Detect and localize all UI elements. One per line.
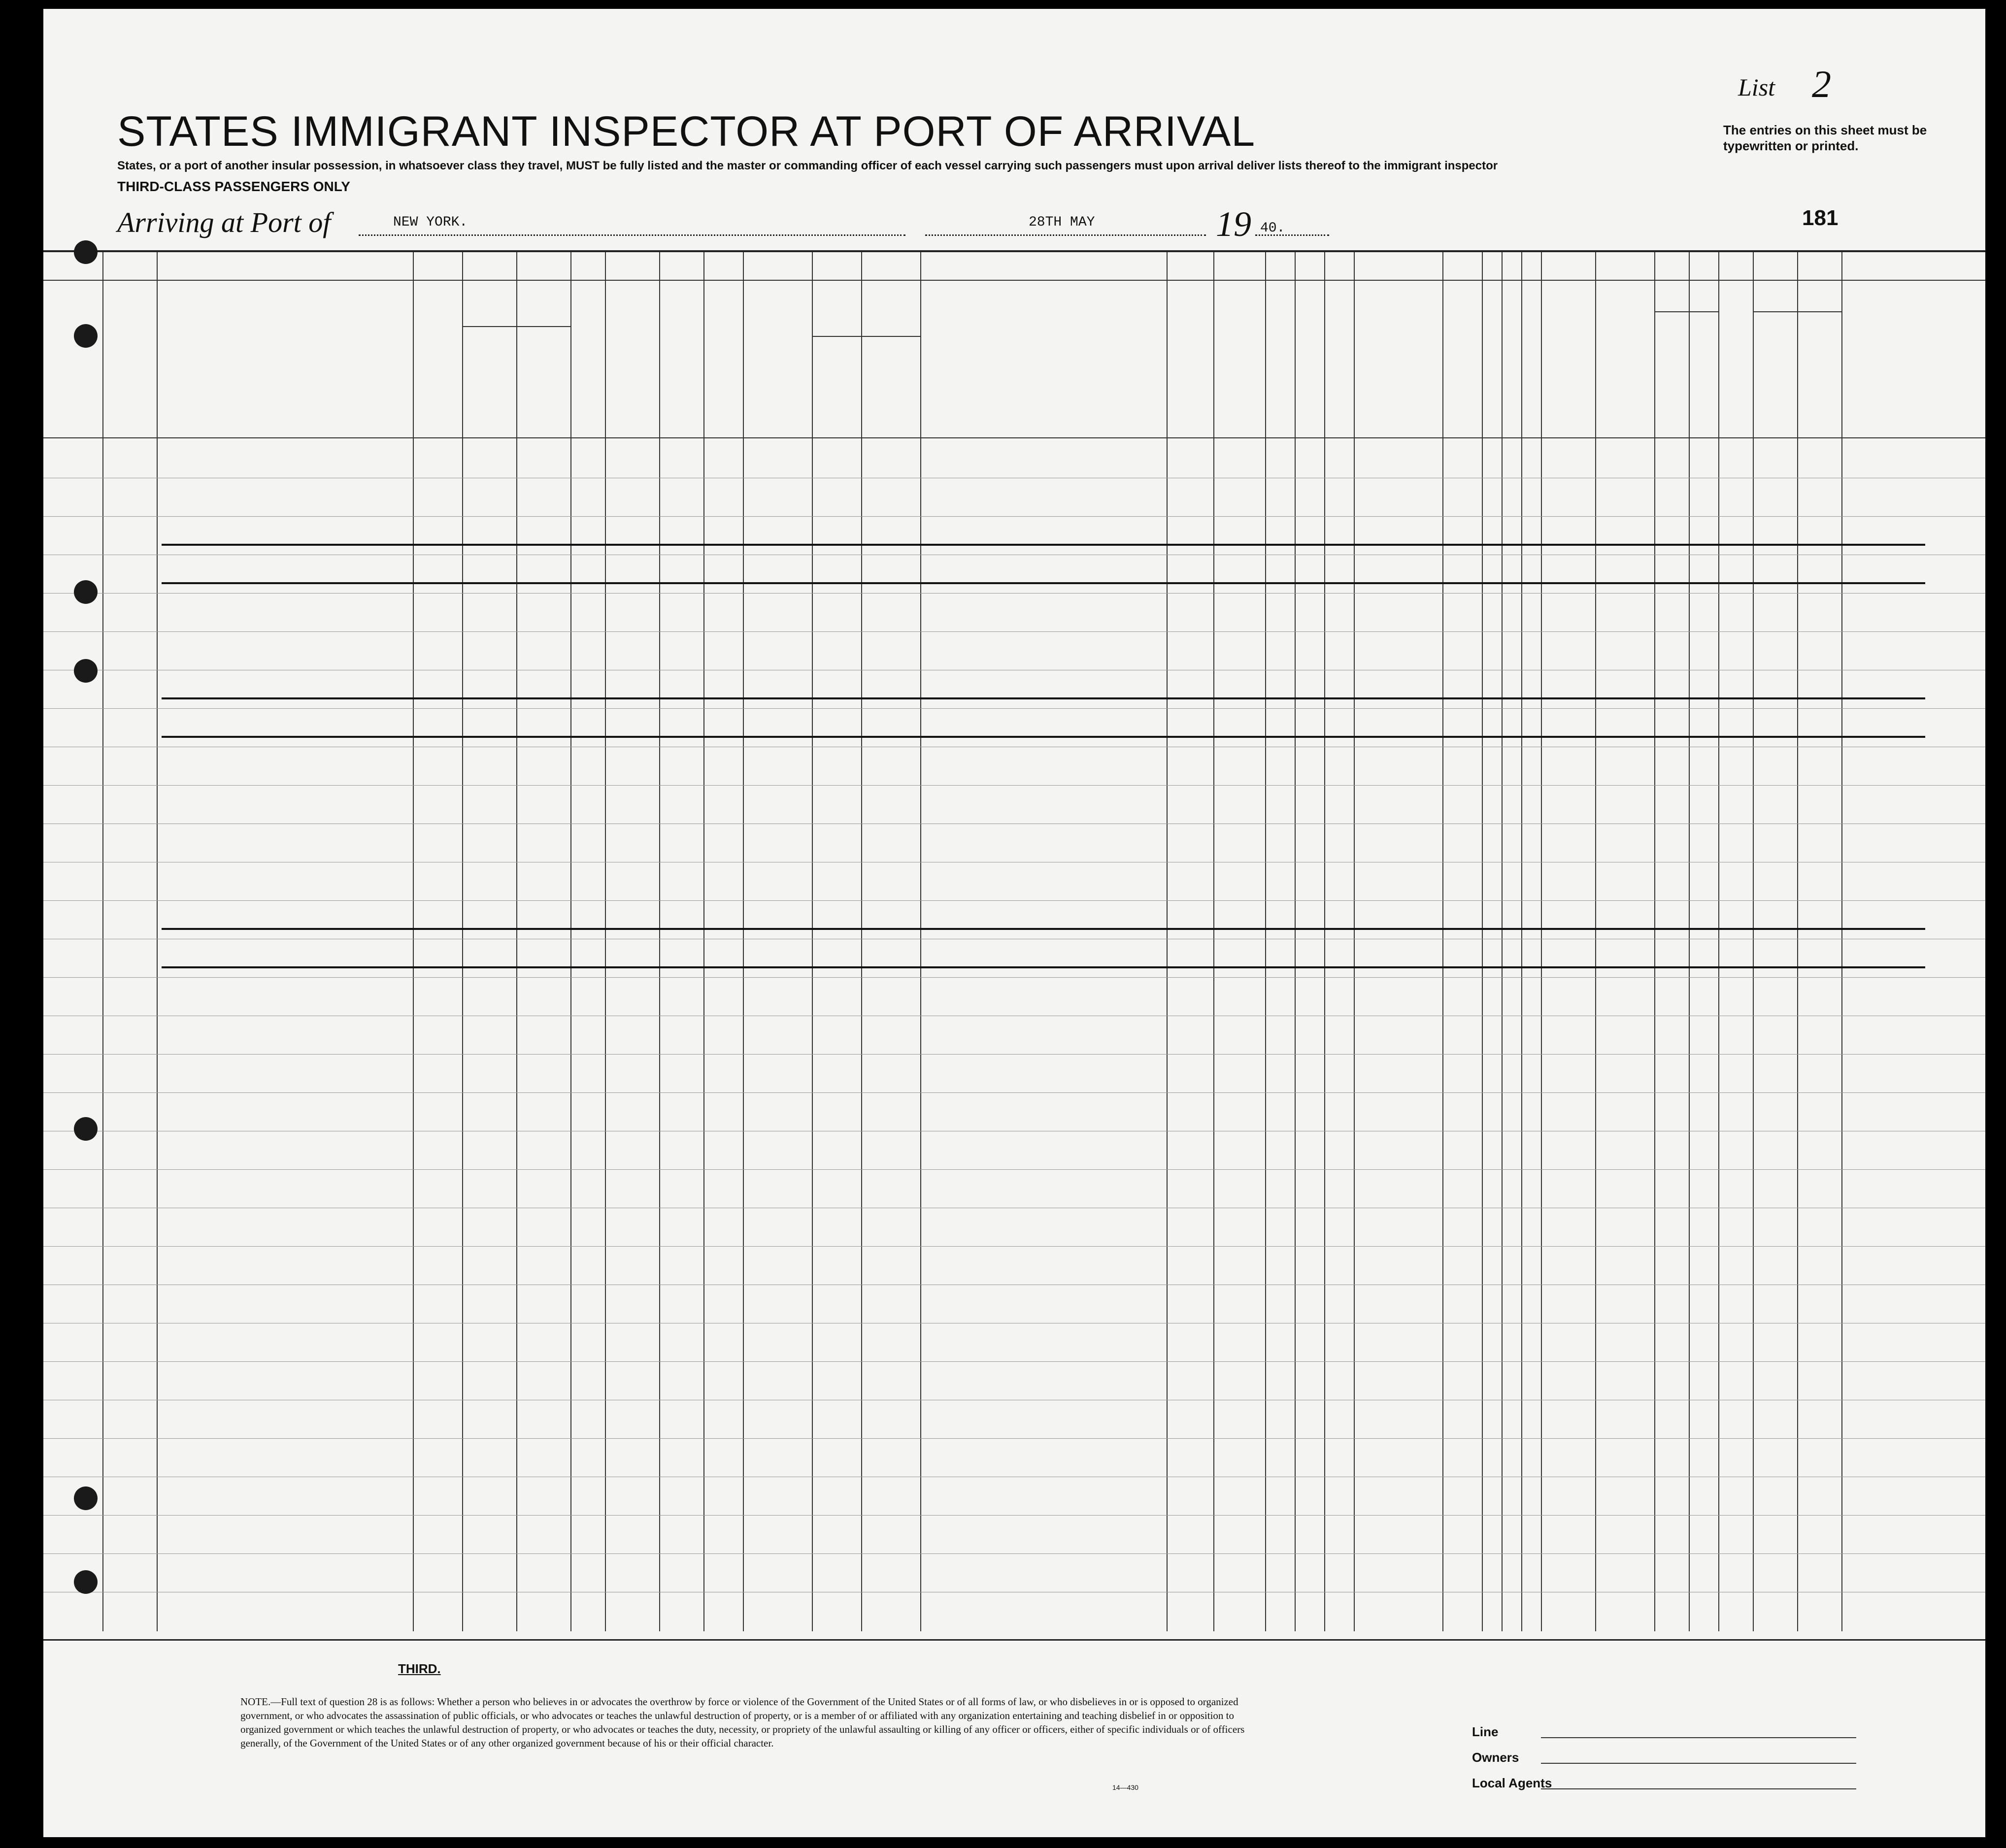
manifest-footer: [43, 1639, 1985, 1837]
binder-hole: [74, 1486, 98, 1510]
row-rule: [43, 1054, 1985, 1055]
column-rule: [102, 252, 103, 1631]
column-rule: [1689, 252, 1690, 1631]
date-field: 28TH MAY: [1029, 215, 1095, 230]
column-rule: [1442, 252, 1443, 1631]
arriving-label: Arriving at Port of: [117, 206, 331, 238]
row-rule: [43, 631, 1985, 632]
header-rule: [1654, 311, 1718, 312]
binder-hole: [74, 1570, 98, 1594]
header-rule: [43, 280, 1985, 281]
row-rule: [43, 1553, 1985, 1554]
column-rule: [659, 252, 660, 1631]
column-rule: [1295, 252, 1296, 1631]
note-question-28: NOTE.—Full text of question 28 is as follows: Whether a person who believes in or advocates the overthrow by force or violence of the Government of the United States or of all forms of law, or who disbelieves in or is opposed to organized government, or who advocates the assassination of public officials, or who advocates or teaches the unlawful destruction of property, or is a member of or affiliated with any organization entertaining and teaching disbelief in or opposition to organized government or which teaches the unlawful destruction of property, or who advocates or teaches the duty, necessity, or propriety of the unlawful assaulting or killing of any officer or officers, either of specific individuals or of officers generally, of the Government of the United States or of any other organized government because of his or their official character.: [240, 1696, 1245, 1749]
header-rule: [1753, 311, 1841, 312]
column-rule: [1354, 252, 1355, 1631]
header-rule: [43, 437, 1985, 438]
column-rule: [1841, 252, 1842, 1631]
list-number: 2: [1812, 63, 1831, 105]
column-rule: [1541, 252, 1542, 1631]
binder-hole: [74, 659, 98, 683]
column-rule: [1797, 252, 1798, 1631]
binder-hole: [74, 1117, 98, 1141]
strikethrough-line: [162, 928, 1925, 930]
year-field: 40.: [1260, 221, 1285, 236]
column-rule: [413, 252, 414, 1631]
class-label: THIRD.: [398, 1661, 441, 1676]
binder-hole: [74, 580, 98, 604]
column-rule: [605, 252, 606, 1631]
page-title: STATES IMMIGRANT INSPECTOR AT PORT OF ARRIVAL: [117, 108, 1256, 155]
column-rule: [1753, 252, 1754, 1631]
row-rule: [43, 1515, 1985, 1516]
column-rule: [703, 252, 704, 1631]
row-rule: [43, 1438, 1985, 1439]
form-number: 14—430: [1112, 1783, 1138, 1791]
column-rule: [743, 252, 744, 1631]
column-rule: [1324, 252, 1325, 1631]
column-rule: [1167, 252, 1168, 1631]
column-rule: [861, 252, 862, 1631]
column-rule: [1265, 252, 1266, 1631]
subtitle: States, or a port of another insular possession, in whatsoever class they travel, MUST be fully listed and the master or commanding officer of each vessel carrying such passengers must upon arrival deliver lists thereof to the immigrant inspector: [117, 159, 1498, 172]
strikethrough-line: [162, 966, 1925, 968]
column-rule: [1654, 252, 1655, 1631]
port-field: NEW YORK.: [393, 215, 468, 230]
strikethrough-line: [162, 544, 1925, 546]
row-rule: [43, 593, 1985, 594]
column-rule: [570, 252, 571, 1631]
agents-field: [1541, 1788, 1856, 1789]
row-rule: [43, 1092, 1985, 1093]
column-rule: [516, 252, 517, 1631]
column-rule: [1502, 252, 1503, 1631]
year-prefix: 19: [1216, 204, 1251, 244]
row-rule: [43, 900, 1985, 901]
list-label: List: [1738, 73, 1775, 101]
row-rule: [43, 1246, 1985, 1247]
row-rule: [43, 708, 1985, 709]
row-rule: [43, 516, 1985, 517]
column-rule: [1595, 252, 1596, 1631]
strikethrough-line: [162, 697, 1925, 699]
column-rule: [812, 252, 813, 1631]
row-rule: [43, 785, 1985, 786]
header-rule: [812, 336, 920, 337]
column-rule: [1521, 252, 1522, 1631]
row-rule: [43, 1361, 1985, 1362]
row-rule: [43, 977, 1985, 978]
column-rule: [1482, 252, 1483, 1631]
page-number: 181: [1802, 206, 1839, 230]
owners-field: [1541, 1763, 1856, 1764]
strikethrough-line: [162, 736, 1925, 738]
entries-note: The entries on this sheet must be typewritten or printed.: [1723, 123, 1927, 153]
binder-hole: [74, 240, 98, 264]
binder-hole: [74, 324, 98, 348]
row-rule: [43, 1169, 1985, 1170]
passenger-class: THIRD-CLASS PASSENGERS ONLY: [117, 179, 350, 194]
header-rule: [462, 326, 570, 327]
line-field: [1541, 1737, 1856, 1738]
manifest-table: [43, 250, 1985, 1631]
column-rule: [1718, 252, 1719, 1631]
column-rule: [157, 252, 158, 1631]
owners-label: Owners: [1472, 1750, 1519, 1765]
line-label: Line: [1472, 1724, 1499, 1739]
manifest-header: [43, 9, 1985, 244]
column-rule: [1213, 252, 1214, 1631]
column-rule: [462, 252, 463, 1631]
strikethrough-line: [162, 582, 1925, 584]
column-rule: [920, 252, 921, 1631]
manifest-sheet: [43, 9, 1985, 1837]
agents-label: Local Agents: [1472, 1776, 1552, 1790]
